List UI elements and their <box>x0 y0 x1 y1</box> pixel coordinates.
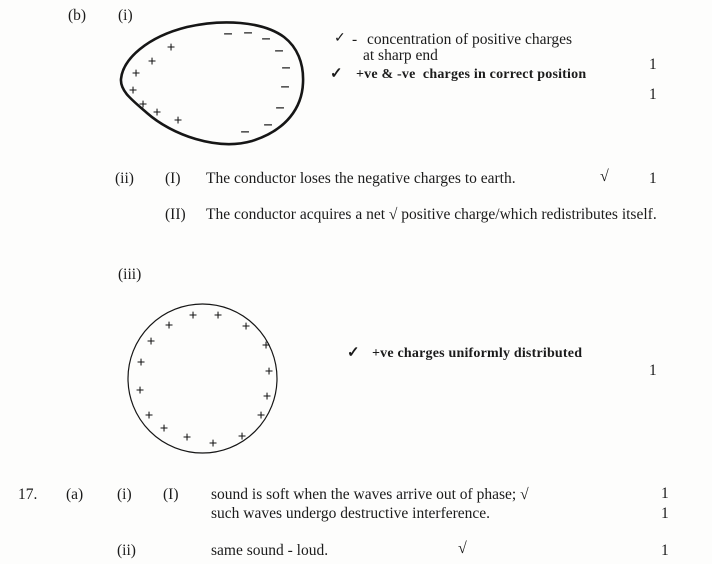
plus-charge-symbol: + <box>241 319 251 335</box>
plus-charge-symbol: + <box>166 40 176 56</box>
charge-symbols-group <box>136 308 274 452</box>
plus-charge-symbol: + <box>128 83 138 99</box>
label-17-a-i: (i) <box>117 486 132 503</box>
tick-icon: ✓ <box>347 345 360 361</box>
plus-charge-symbol: + <box>237 429 247 445</box>
plus-charge-symbol: + <box>208 436 218 452</box>
answer-conductor-loses: The conductor loses the negative charges to earth. <box>206 170 516 187</box>
tick-icon: √ <box>458 540 467 557</box>
minus-charge-symbol: − <box>281 58 291 78</box>
plus-charge-symbol: + <box>188 308 198 324</box>
minus-charge-symbol: − <box>243 23 253 43</box>
minus-charge-symbol: − <box>240 122 250 142</box>
note-uniform-distribution: +ve charges uniformly distributed <box>372 346 583 361</box>
plus-charge-symbol: + <box>159 421 169 437</box>
plus-charge-symbol: + <box>164 318 174 334</box>
note-concentration-line2: at sharp end <box>363 47 438 64</box>
plus-charge-symbol: + <box>262 389 272 405</box>
minus-charge-symbol: − <box>263 115 273 135</box>
answer-sound-soft: sound is soft when the waves arrive out of phase; √ <box>211 486 529 503</box>
label-b-ii: (ii) <box>115 170 134 187</box>
pear-conductor-diagram <box>112 15 312 155</box>
plus-charge-symbol: + <box>144 408 154 424</box>
mark-point: 1 <box>649 362 657 379</box>
note-concentration-line1: concentration of positive charges <box>367 31 573 48</box>
label-b-iii: (iii) <box>118 266 142 283</box>
plus-charge-symbol: + <box>138 97 148 113</box>
conductor-circle-outline <box>128 304 277 453</box>
answer-conductor-acquires: The conductor acquires a net √ positive charge/which redistributes itself. <box>206 206 657 223</box>
minus-charge-symbol: − <box>261 29 271 49</box>
plus-charge-symbol: + <box>135 383 145 399</box>
label-b-i: (i) <box>118 7 133 24</box>
label-17-a-ii: (ii) <box>117 542 136 559</box>
note-charges-position: +ve & -ve charges in correct position <box>356 67 587 82</box>
tick-icon: √ <box>600 168 609 185</box>
mark-point: 1 <box>649 170 657 187</box>
answer-destructive-interference: such waves undergo destructive interference. <box>211 505 491 522</box>
mark-point: 1 <box>649 86 657 103</box>
minus-charge-symbol: − <box>280 77 290 97</box>
mark-point: 1 <box>661 485 669 502</box>
plus-charge-symbol: + <box>213 308 223 324</box>
plus-charge-symbol: + <box>146 334 156 350</box>
label-17-a-i-I: (I) <box>163 486 179 503</box>
note-dash: - <box>352 31 358 48</box>
plus-charge-symbol: + <box>264 364 274 380</box>
label-17-a: (a) <box>66 486 84 503</box>
plus-charge-symbol: + <box>131 66 141 82</box>
plus-charge-symbol: + <box>147 54 157 70</box>
mark-point: 1 <box>661 542 669 559</box>
mark-point: 1 <box>649 56 657 73</box>
plus-charge-symbol: + <box>261 338 271 354</box>
plus-charge-symbol: + <box>256 408 266 424</box>
plus-charge-symbol: + <box>182 430 192 446</box>
plus-charge-symbol: + <box>152 105 162 121</box>
tick-icon: ✓ <box>330 66 343 82</box>
plus-charge-symbol: + <box>173 113 183 129</box>
label-b-ii-I: (I) <box>165 170 181 187</box>
tick-icon: ✓ <box>334 31 346 46</box>
label-b-ii-II: (II) <box>165 206 186 223</box>
minus-charge-symbol: − <box>275 98 285 118</box>
minus-charge-symbol: − <box>223 24 233 44</box>
plus-charge-symbol: + <box>136 355 146 371</box>
minus-charge-symbol: − <box>274 41 284 61</box>
answer-same-sound-loud: same sound - loud. <box>211 542 329 559</box>
label-b: (b) <box>68 7 87 24</box>
mark-point: 1 <box>661 505 669 522</box>
question-number: 17. <box>18 486 38 503</box>
circular-conductor-diagram <box>126 302 279 456</box>
